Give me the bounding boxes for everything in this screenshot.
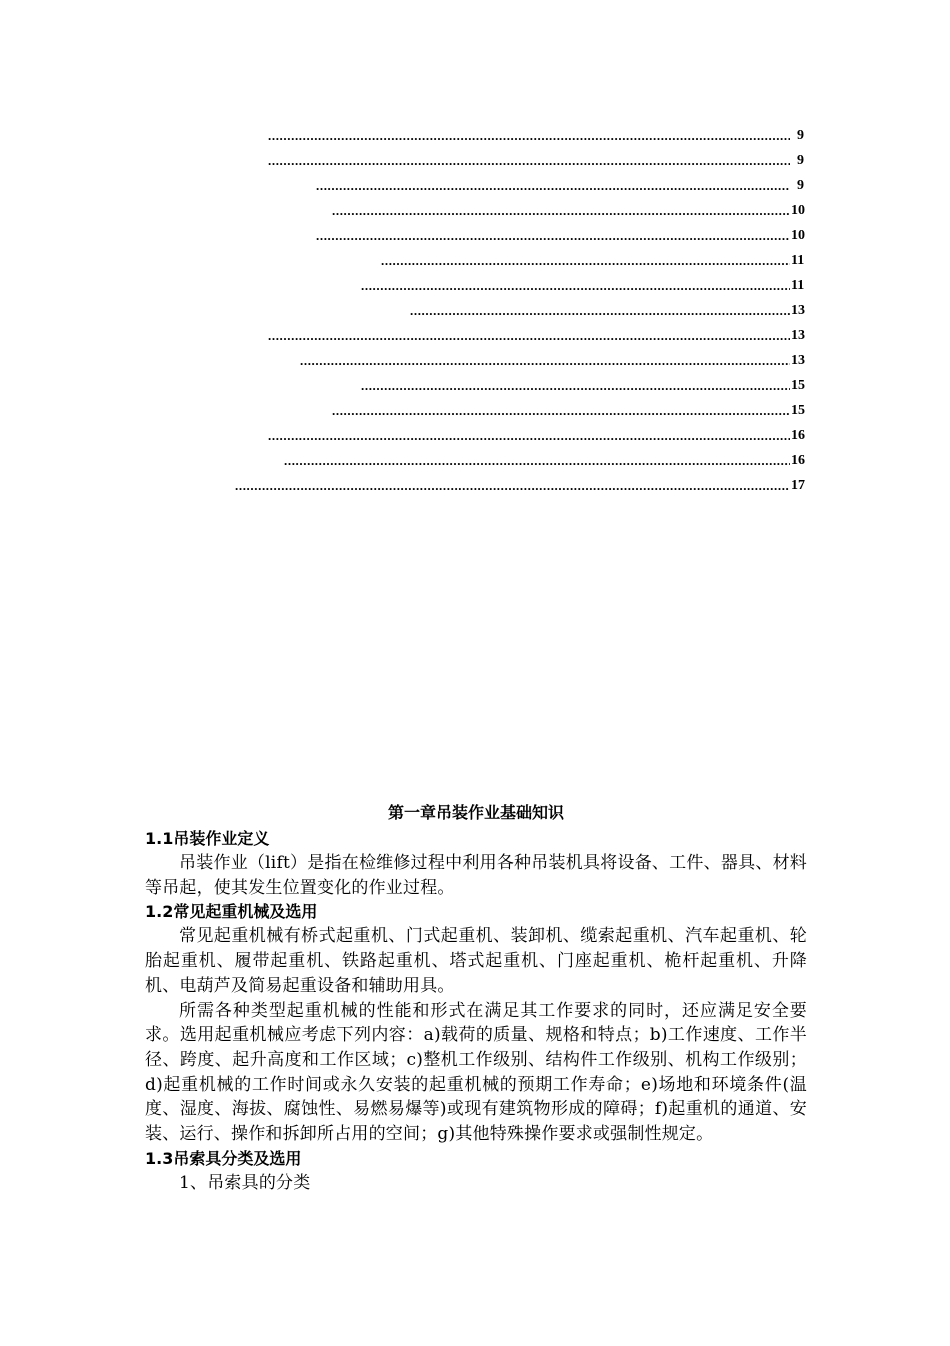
toc-entry[interactable] <box>0 427 950 452</box>
paragraph: 吊装作业（lift）是指在检维修过程中利用各种吊装机具将设备、工件、器具、材料等吊起，使其发生位置变化的作业过程。 <box>145 853 807 898</box>
toc-page-number: 13 <box>791 303 805 318</box>
toc-page-number: 10 <box>791 228 805 243</box>
toc-page-number: 17 <box>791 478 805 493</box>
toc-leader-dots <box>235 477 790 495</box>
toc-entry[interactable] <box>0 252 950 277</box>
toc-leader-dots <box>316 177 790 195</box>
toc-page-number: 15 <box>791 378 805 393</box>
toc-entry[interactable] <box>0 477 950 502</box>
toc-page-number: 9 <box>797 128 804 143</box>
toc-page-number: 16 <box>791 453 805 468</box>
toc-entry[interactable] <box>0 152 950 177</box>
toc-leader-dots <box>410 302 790 320</box>
toc-entry[interactable] <box>0 202 950 227</box>
toc-page-number: 13 <box>791 353 805 368</box>
toc-entry[interactable] <box>0 377 950 402</box>
toc-page-number: 15 <box>791 403 805 418</box>
toc-page-number: 10 <box>791 203 805 218</box>
toc-leader-dots <box>268 427 790 445</box>
section-heading: 1.1吊装作业定义 <box>145 829 270 848</box>
toc-leader-dots <box>268 152 790 170</box>
toc-entry[interactable] <box>0 452 950 477</box>
toc-entry[interactable] <box>0 177 950 202</box>
toc-leader-dots <box>284 452 790 470</box>
toc-entry[interactable] <box>0 302 950 327</box>
toc-page-number: 11 <box>791 253 805 268</box>
toc-entry[interactable] <box>0 227 950 252</box>
toc-entry[interactable] <box>0 127 950 152</box>
toc-leader-dots <box>332 202 790 220</box>
toc-leader-dots <box>316 227 790 245</box>
toc-page-number: 16 <box>791 428 805 443</box>
section-heading: 1.2常见起重机械及选用 <box>145 902 318 922</box>
toc-leader-dots <box>332 402 790 420</box>
toc-page-number: 13 <box>791 328 805 343</box>
chapter-title: 第一章吊装作业基础知识 <box>387 803 564 822</box>
toc-leader-dots <box>300 352 790 370</box>
toc-leader-dots <box>268 127 790 145</box>
toc-leader-dots <box>361 377 790 395</box>
toc-entry[interactable] <box>0 402 950 427</box>
document-body <box>145 800 807 1195</box>
paragraph: 常见起重机械有桥式起重机、门式起重机、装卸机、缆索起重机、汽车起重机、轮胎起重机、履带起重机、铁路起重机、塔式起重机、门座起重机、桅杆起重机、升降机、电葫芦及简易起重设备和辅助用具。 <box>145 926 807 996</box>
paragraph: 1、吊索具的分类 <box>179 1172 311 1193</box>
paragraph: 所需各种类型起重机械的性能和形式在满足其工作要求的同时，还应满足安全要求。选用起重机械应考虑下列内容：a)载荷的质量、规格和特点；b)工作速度、工作半径、跨度、起升高度和工作区域；c)整机工作级别、结构件工作级别、机构工作级别；d)起重机械的工作时间或永久安装的起重机械的预期工作寿命；e)场地和环境条件(温度、湿度、海拔、腐蚀性、易燃易爆等)或现有建筑物形成的障碍；f)起重机的通道、安装、运行、操作和拆卸所占用的空间；g)其他特殊操作要求或强制性规定。 <box>145 1000 807 1145</box>
toc-entry[interactable] <box>0 352 950 377</box>
toc-page-number: 11 <box>791 278 805 293</box>
toc-entry[interactable] <box>0 277 950 302</box>
toc-leader-dots <box>268 327 790 345</box>
toc-entry[interactable] <box>0 327 950 352</box>
toc-page-number: 9 <box>797 178 804 193</box>
toc-leader-dots <box>361 277 790 295</box>
table-of-contents <box>0 127 950 502</box>
toc-leader-dots <box>381 252 790 270</box>
section-heading: 1.3吊索具分类及选用 <box>145 1148 302 1168</box>
toc-page-number: 9 <box>797 153 804 168</box>
